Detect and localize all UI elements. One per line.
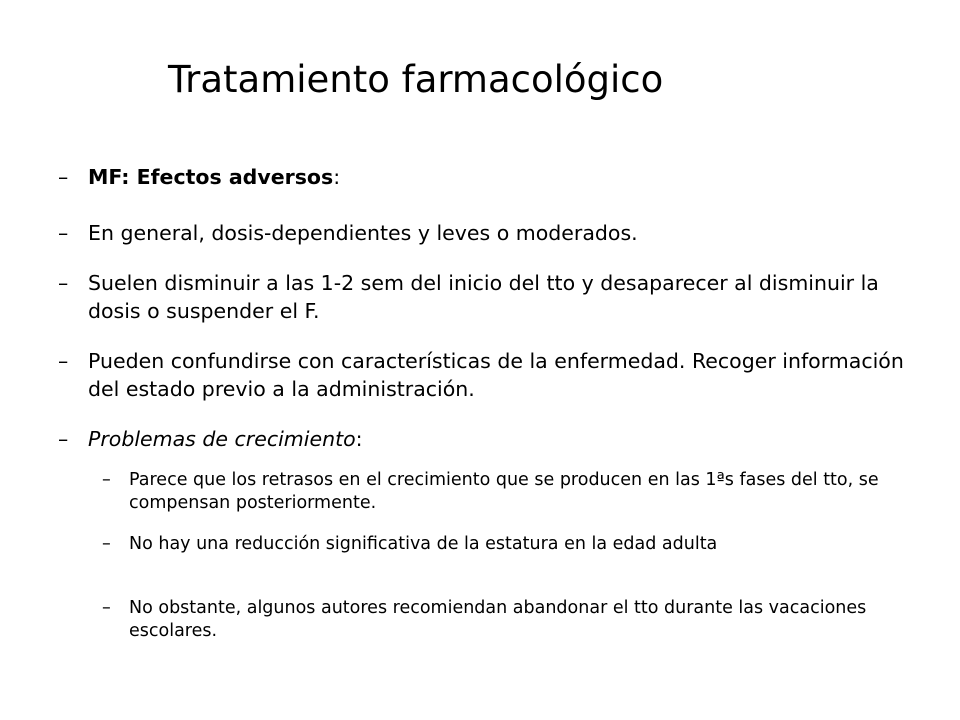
sub-bullet-estatura	[102, 533, 892, 556]
bullet-text: Suelen disminuir a las 1-2 sem del inicio del tto y desaparecer al disminuir la dosis o suspender el F.	[88, 271, 879, 323]
bullet-dash: –	[58, 349, 69, 373]
sub-bullet-text: No obstante, algunos autores recomiendan abandonar el tto durante las vacaciones escolares.	[129, 598, 867, 641]
bullet-dash: –	[58, 271, 69, 295]
bullet-colon: :	[333, 165, 341, 189]
sub-bullet-dash: –	[102, 598, 111, 618]
bullet-text: Pueden confundirse con características de la enfermedad. Recoger información del estado previo a la administración.	[88, 349, 904, 401]
bullet-text	[88, 163, 918, 191]
bullet-text: En general, dosis-dependientes y leves o moderados.	[88, 221, 638, 245]
bullet-dash: –	[58, 165, 69, 189]
bullet-dash: –	[58, 427, 69, 451]
sub-bullet-retrasos	[102, 469, 892, 515]
bullet-problemas-crecimiento	[58, 425, 918, 453]
bullet-suelen-disminuir	[58, 269, 918, 325]
bullet-colon: :	[355, 427, 363, 451]
sub-bullet-dash: –	[102, 534, 111, 554]
bullet-dosis-dependientes	[58, 219, 918, 247]
bullet-heading: MF: Efectos adversos	[88, 165, 334, 189]
sub-bullet-text: No hay una reducción significativa de la estatura en la edad adulta	[129, 534, 718, 554]
sub-bullet-text: Parece que los retrasos en el crecimiento que se producen en las 1ªs fases del tto, se compensan posteriormente.	[129, 470, 879, 513]
bullet-text	[88, 425, 918, 453]
slide-title: Tratamiento farmacológico	[168, 58, 664, 101]
bullet-efectos-adversos	[58, 163, 918, 191]
bullet-dash: –	[58, 221, 69, 245]
sub-bullet-dash: –	[102, 470, 111, 490]
bullet-heading: Problemas de crecimiento	[88, 427, 356, 451]
sub-bullet-vacaciones	[102, 597, 892, 643]
bullet-pueden-confundirse	[58, 347, 918, 403]
